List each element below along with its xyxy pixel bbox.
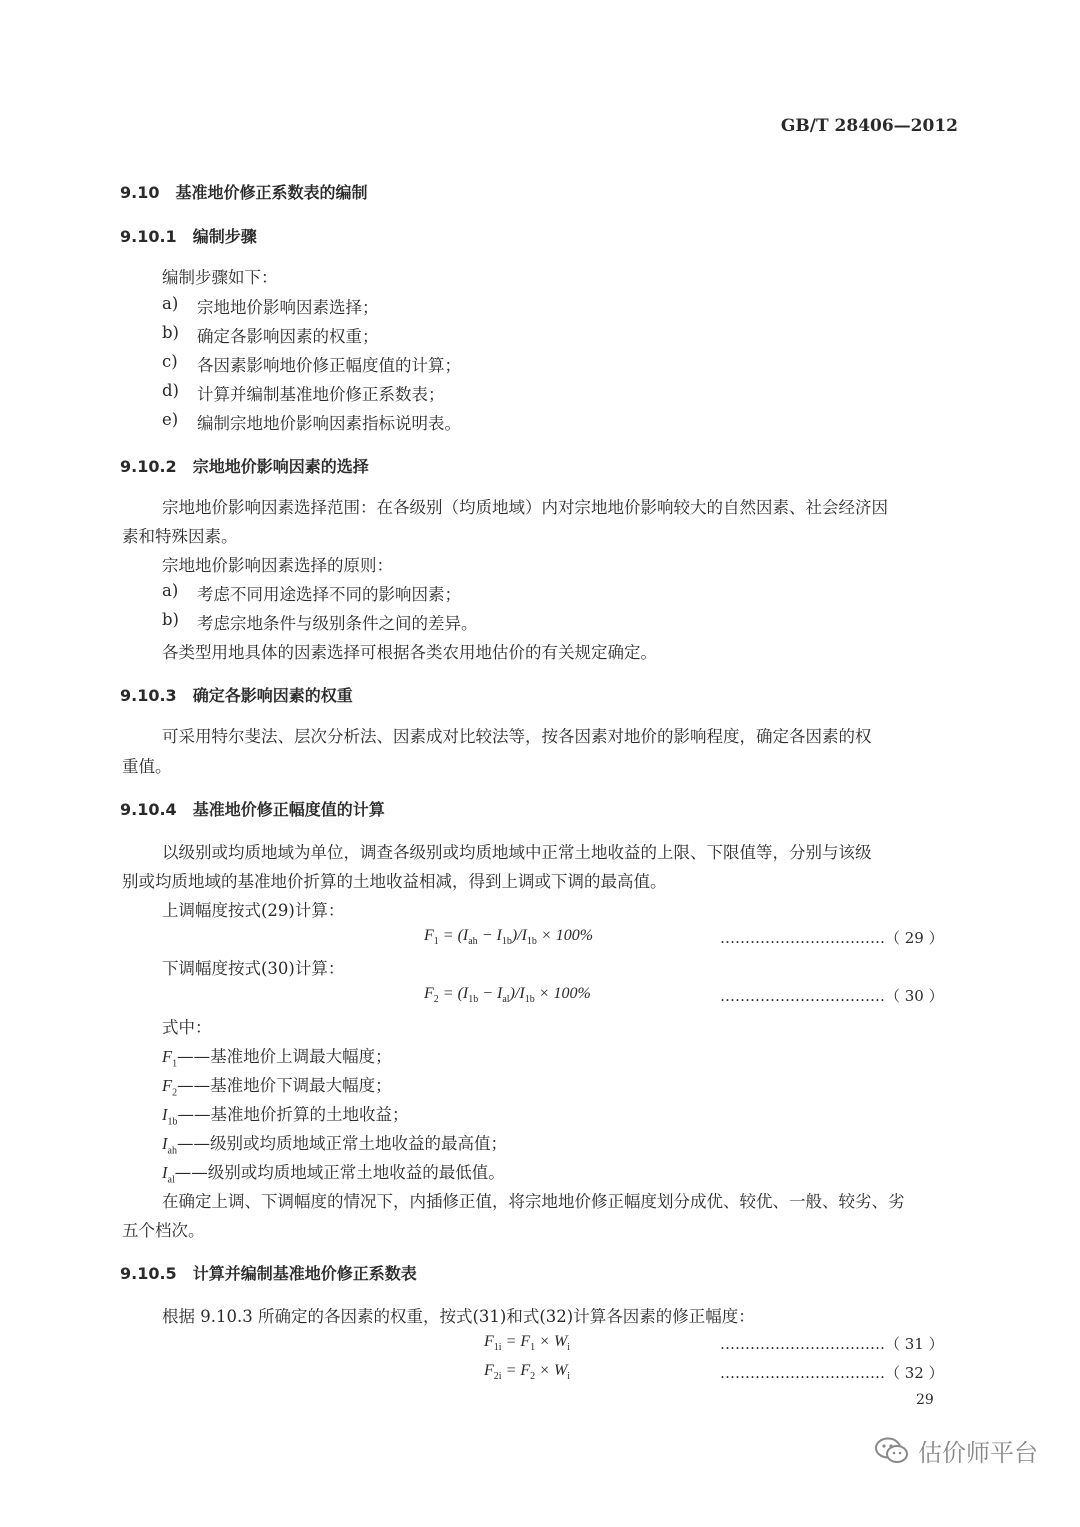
symbol-definition bbox=[162, 1043, 392, 1069]
list-item-text: 宗地地价影响因素选择； bbox=[197, 298, 379, 317]
steps-intro: 编制步骤如下： bbox=[162, 268, 278, 287]
symbol-text: ——基准地价折算的土地收益； bbox=[177, 1105, 409, 1124]
where-label: 式中： bbox=[162, 1018, 212, 1037]
equation-number-29: ……………………………（ 29 ） bbox=[720, 929, 944, 947]
list-item-label: a) bbox=[162, 294, 179, 313]
paragraph-line: 宗地地价影响因素选择范围：在各级别（均质地域）内对宗地地价影响较大的自然因素、社会经济因 bbox=[162, 498, 888, 517]
list-item-label: b) bbox=[162, 610, 179, 629]
list-item-text: 计算并编制基准地价修正系数表； bbox=[197, 385, 445, 404]
section-heading-9-10-5: 9.10.5 计算并编制基准地价修正系数表 bbox=[120, 1264, 417, 1283]
symbol-text: ——级别或均质地域正常土地收益的最高值； bbox=[176, 1134, 507, 1153]
section-heading-9-10: 9.10 基准地价修正系数表的编制 bbox=[120, 183, 368, 202]
symbol: $F_2$ bbox=[162, 1076, 178, 1099]
paragraph-line: 在确定上调、下调幅度的情况下，内插修正值，将宗地地价修正幅度划分成优、较优、一般、较劣、劣 bbox=[162, 1192, 905, 1211]
list-item-text: 确定各影响因素的权重； bbox=[197, 327, 379, 346]
symbol-definition bbox=[162, 1101, 409, 1127]
paragraph-line: 上调幅度按式(29)计算： bbox=[162, 901, 345, 920]
equation-number-32: ……………………………（ 32 ） bbox=[720, 1364, 944, 1382]
symbol-text: ——基准地价下调最大幅度； bbox=[177, 1076, 392, 1095]
equation-30: $F_2 = (I_{1b} - I_{al})/I_{1b} \times 100\%$ bbox=[424, 985, 591, 1006]
symbol: $I_{1b}$ bbox=[162, 1105, 178, 1128]
equation-number-30: ……………………………（ 30 ） bbox=[720, 987, 944, 1005]
section-heading-9-10-2: 9.10.2 宗地地价影响因素的选择 bbox=[120, 457, 369, 476]
equation-number-31: ……………………………（ 31 ） bbox=[720, 1335, 944, 1353]
list-item-text: 考虑不同用途选择不同的影响因素； bbox=[197, 585, 461, 604]
symbol: $I_{ah}$ bbox=[162, 1134, 177, 1157]
section-heading-9-10-3: 9.10.3 确定各影响因素的权重 bbox=[120, 686, 353, 705]
section-heading-9-10-1: 9.10.1 编制步骤 bbox=[120, 227, 257, 246]
paragraph-line: 别或均质地域的基准地价折算的土地收益相减，得到上调或下调的最高值。 bbox=[122, 872, 667, 891]
watermark bbox=[874, 1433, 1038, 1468]
symbol-text: ——级别或均质地域正常土地收益的最低值。 bbox=[174, 1163, 505, 1182]
standard-number: GB/T 28406—2012 bbox=[780, 116, 958, 136]
equation-31: $F_{1i} = F_1 \times W_i$ bbox=[484, 1333, 571, 1354]
paragraph-line: 五个档次。 bbox=[122, 1221, 205, 1240]
paragraph-line: 以级别或均质地域为单位，调查各级别或均质地域中正常土地收益的上限、下限值等，分别与该级 bbox=[162, 843, 872, 862]
list-item-label: d) bbox=[162, 381, 179, 400]
list-item-text: 考虑宗地条件与级别条件之间的差异。 bbox=[197, 614, 478, 633]
paragraph-line: 根据 9.10.3 所确定的各因素的权重，按式(31)和式(32)计算各因素的修正幅度： bbox=[162, 1307, 755, 1326]
list-item-label: c) bbox=[162, 352, 178, 371]
wechat-icon bbox=[874, 1436, 910, 1466]
list-item-label: b) bbox=[162, 323, 179, 342]
symbol-definition bbox=[162, 1159, 505, 1185]
section-heading-9-10-4: 9.10.4 基准地价修正幅度值的计算 bbox=[120, 800, 385, 819]
paragraph-line: 可采用特尔斐法、层次分析法、因素成对比较法等，按各因素对地价的影响程度，确定各因素的权 bbox=[162, 727, 872, 746]
equation-29: $F_1 = (I_{ah} - I_{1b})/I_{1b} \times 100\%$ bbox=[424, 927, 594, 948]
symbol: $I_{al}$ bbox=[162, 1163, 175, 1186]
list-item-text: 各因素影响地价修正幅度值的计算； bbox=[197, 356, 461, 375]
paragraph-line: 重值。 bbox=[122, 757, 172, 776]
paragraph-line: 素和特殊因素。 bbox=[122, 527, 238, 546]
list-item-label: e) bbox=[162, 410, 179, 429]
list-item-text: 编制宗地地价影响因素指标说明表。 bbox=[197, 414, 461, 433]
symbol: $F_1$ bbox=[162, 1047, 178, 1070]
page-number: 29 bbox=[916, 1392, 934, 1408]
symbol-definition bbox=[162, 1072, 392, 1098]
paragraph-line: 宗地地价影响因素选择的原则： bbox=[162, 556, 393, 575]
equation-32: $F_{2i} = F_2 \times W_i$ bbox=[484, 1362, 571, 1383]
symbol-definition bbox=[162, 1130, 507, 1156]
list-item-label: a) bbox=[162, 581, 179, 600]
paragraph-line: 下调幅度按式(30)计算： bbox=[162, 959, 345, 978]
paragraph-line: 各类型用地具体的因素选择可根据各类农用地估价的有关规定确定。 bbox=[162, 643, 657, 662]
watermark-text: 估价师平台 bbox=[918, 1439, 1038, 1467]
symbol-text: ——基准地价上调最大幅度； bbox=[177, 1047, 392, 1066]
